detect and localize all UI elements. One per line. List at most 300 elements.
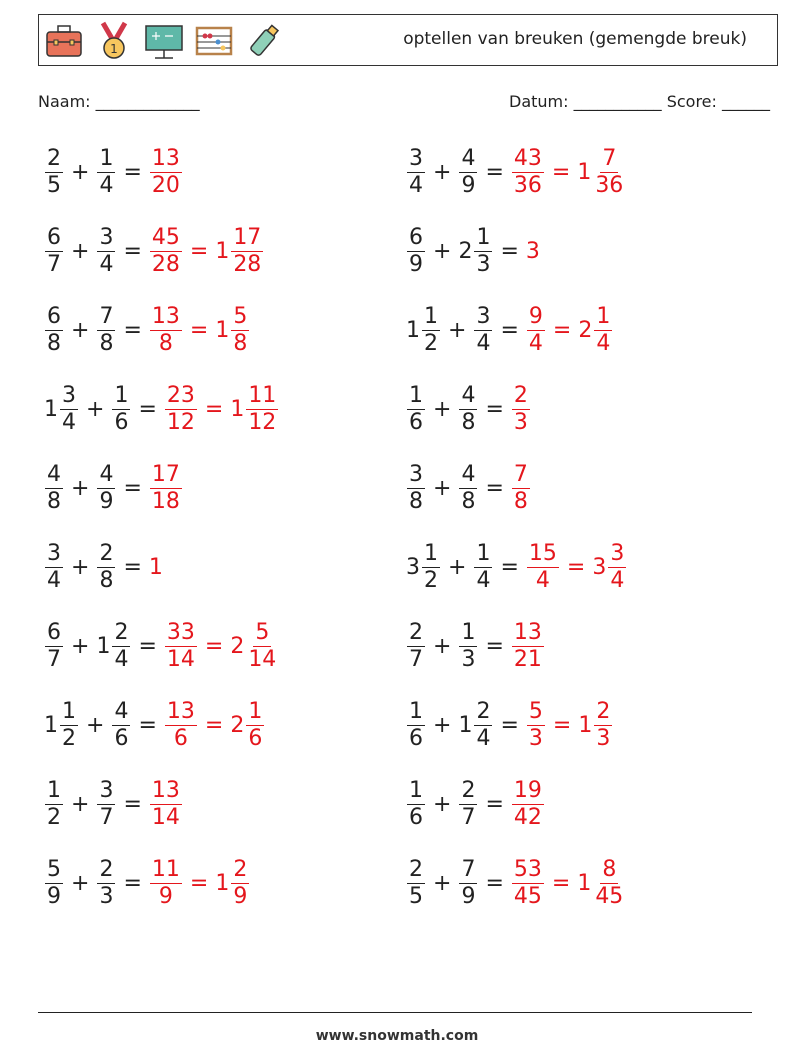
equals-sign: = <box>123 317 142 343</box>
answer-fraction <box>593 856 625 909</box>
answer-fraction <box>512 461 530 514</box>
operand-b-number <box>111 698 131 751</box>
answer-numerator: 9 <box>528 303 543 329</box>
operand-a-numerator: 4 <box>47 461 61 487</box>
answer-denominator: 6 <box>173 725 188 751</box>
operand-b-numerator: 1 <box>99 145 114 171</box>
operator: + <box>71 870 90 896</box>
answer-denominator: 20 <box>151 172 180 198</box>
answer-whole: 3 <box>592 554 607 580</box>
answer-fraction <box>150 856 182 909</box>
answer-numerator: 8 <box>602 856 617 882</box>
answer-fraction <box>527 540 559 593</box>
problem-item <box>406 219 541 283</box>
operand-b-fraction <box>112 619 130 672</box>
answer-equals-sign: = <box>551 870 571 896</box>
operand-a-numerator: 3 <box>62 382 76 408</box>
operand-a-whole: 1 <box>406 317 420 343</box>
operand-b-number <box>458 619 478 672</box>
answer-denominator: 18 <box>151 488 180 514</box>
answer-numerator: 17 <box>233 224 262 250</box>
svg-text:1: 1 <box>110 42 118 56</box>
equals-sign: = <box>138 712 157 738</box>
answer-number <box>149 555 164 580</box>
operand-b-fraction <box>474 224 492 277</box>
operand-a-denominator: 2 <box>424 330 438 356</box>
operand-a-numerator: 3 <box>409 461 423 487</box>
answer <box>149 303 250 356</box>
answer-whole: 2 <box>230 633 245 659</box>
answer-denominator: 12 <box>248 409 277 435</box>
answer-fraction <box>150 461 182 514</box>
answer-denominator: 9 <box>158 883 173 909</box>
equals-sign: = <box>485 870 504 896</box>
answer-whole: 1 <box>230 396 245 422</box>
operand-b-denominator: 3 <box>461 646 476 672</box>
operand-b-denominator: 3 <box>476 251 491 277</box>
answer-number <box>149 303 183 356</box>
operand-b-denominator: 8 <box>99 567 114 593</box>
problem-item <box>44 693 265 757</box>
operand-b-denominator: 9 <box>461 883 476 909</box>
footer-website: www.snowmath.com <box>315 1028 479 1044</box>
answer-equals-sign: = <box>204 712 224 738</box>
operand-a-denominator: 2 <box>62 725 76 751</box>
answer-denominator: 4 <box>610 567 625 593</box>
answer-number <box>511 145 545 198</box>
answer-equals-sign: = <box>566 554 586 580</box>
problem-item <box>406 614 545 678</box>
answer-denominator: 9 <box>233 883 248 909</box>
answer-denominator: 6 <box>248 725 263 751</box>
answer-denominator: 12 <box>166 409 195 435</box>
operand-b-numerator: 1 <box>476 224 491 250</box>
answer-whole: 1 <box>577 159 592 185</box>
operand-b-fraction <box>97 303 115 356</box>
answer-whole: 1 <box>215 870 230 896</box>
operand-a-numerator: 1 <box>424 303 438 329</box>
answer-denominator: 42 <box>513 804 542 830</box>
operand-b-numerator: 7 <box>461 856 476 882</box>
answer-number <box>215 856 250 909</box>
problem-item <box>44 298 250 362</box>
operand-b-fraction <box>474 303 492 356</box>
answer <box>164 382 279 435</box>
name-field: Naam: _____________ <box>38 92 200 111</box>
operand-b-number <box>96 461 116 514</box>
answer-denominator: 21 <box>513 646 542 672</box>
answer-fraction <box>165 698 197 751</box>
operand-a-number <box>406 698 426 751</box>
operand-b-number <box>458 224 493 277</box>
answer-number <box>511 856 545 909</box>
operand-b-denominator: 3 <box>99 883 114 909</box>
answer-numerator: 5 <box>528 698 543 724</box>
operand-a-denominator: 4 <box>409 172 423 198</box>
answer-numerator: 53 <box>513 856 542 882</box>
operand-b-fraction <box>459 461 477 514</box>
operand-a-whole: 3 <box>406 554 420 580</box>
answer <box>526 303 613 356</box>
operand-a-denominator: 2 <box>47 804 61 830</box>
answer-number <box>230 698 265 751</box>
answer-number <box>230 382 279 435</box>
answer-number <box>526 239 541 264</box>
answer <box>149 777 183 830</box>
operand-a-denominator: 8 <box>409 488 423 514</box>
answer-numerator: 13 <box>166 698 195 724</box>
worksheet-title: optellen van breuken (gemengde breuk) <box>403 29 747 49</box>
answer-whole: 1 <box>577 870 592 896</box>
operand-b-denominator: 4 <box>114 646 129 672</box>
answer-fraction <box>246 382 278 435</box>
answer-fraction <box>150 303 182 356</box>
answer-numerator: 7 <box>602 145 617 171</box>
answer-fraction <box>594 698 612 751</box>
operand-b-number <box>458 698 493 751</box>
answer-number <box>230 619 279 672</box>
operand-a-fraction <box>407 461 425 514</box>
operand-a-fraction <box>45 856 63 909</box>
chalkboard-icon <box>143 20 185 62</box>
answer <box>511 619 545 672</box>
operand-b-number <box>96 540 116 593</box>
answer-number <box>215 224 264 277</box>
operand-b-numerator: 4 <box>461 145 476 171</box>
operand-a-number <box>44 303 64 356</box>
operand-b-number <box>458 382 478 435</box>
operand-b-number <box>111 382 131 435</box>
operator: + <box>71 791 90 817</box>
operand-b-number <box>458 856 478 909</box>
operand-a-number <box>44 777 64 830</box>
equals-sign: = <box>123 238 142 264</box>
answer-fraction <box>150 224 182 277</box>
answer-numerator: 5 <box>255 619 270 645</box>
answer-number <box>578 303 613 356</box>
operator: + <box>71 554 90 580</box>
answer-fraction <box>231 224 263 277</box>
operand-a-denominator: 8 <box>47 330 61 356</box>
operand-a-number <box>406 540 441 593</box>
operand-b-numerator: 4 <box>99 461 114 487</box>
answer-fraction <box>231 856 249 909</box>
answer-numerator: 13 <box>151 303 180 329</box>
answer-numerator: 7 <box>513 461 528 487</box>
answer-denominator: 3 <box>596 725 611 751</box>
operand-a-number <box>44 145 64 198</box>
header-box <box>38 14 778 66</box>
operand-a-numerator: 1 <box>409 382 423 408</box>
operand-a-numerator: 1 <box>47 777 61 803</box>
operand-b-denominator: 4 <box>99 172 114 198</box>
operand-b-fraction <box>97 461 115 514</box>
problem-item <box>44 456 183 520</box>
operand-b-numerator: 3 <box>99 224 114 250</box>
operator: + <box>433 159 452 185</box>
answer-number <box>149 145 183 198</box>
operand-a-number <box>44 540 64 593</box>
operand-a-numerator: 6 <box>409 224 423 250</box>
problem-item <box>406 298 613 362</box>
operand-a-fraction <box>45 303 63 356</box>
answer-fraction <box>594 303 612 356</box>
operand-a-fraction <box>45 619 63 672</box>
operand-b-fraction <box>459 777 477 830</box>
operand-b-fraction <box>474 540 492 593</box>
answer <box>511 145 626 198</box>
operand-a-whole: 1 <box>44 396 58 422</box>
operand-b-denominator: 7 <box>461 804 476 830</box>
answer-numerator: 5 <box>233 303 248 329</box>
answer <box>511 461 531 514</box>
answer-fraction <box>150 777 182 830</box>
equals-sign: = <box>485 396 504 422</box>
answer-fraction <box>231 303 249 356</box>
answer-whole: 1 <box>215 317 230 343</box>
operand-a-fraction <box>45 540 63 593</box>
operator: + <box>71 633 90 659</box>
briefcase-icon <box>43 20 85 62</box>
answer-equals-sign: = <box>551 159 571 185</box>
problem-item <box>44 219 264 283</box>
answer-fraction <box>512 856 544 909</box>
answer-number <box>215 303 250 356</box>
operand-b-fraction <box>97 224 115 277</box>
equals-sign: = <box>123 159 142 185</box>
operand-a-denominator: 7 <box>409 646 423 672</box>
answer-number <box>577 145 626 198</box>
operator: + <box>433 712 452 738</box>
answer-fraction <box>165 382 197 435</box>
answer-fraction <box>165 619 197 672</box>
medal-icon <box>93 20 135 62</box>
answer-numerator: 11 <box>248 382 277 408</box>
operator: + <box>433 633 452 659</box>
answer-denominator: 45 <box>595 883 624 909</box>
problem-item <box>44 377 279 441</box>
answer-numerator: 11 <box>151 856 180 882</box>
operand-a-numerator: 1 <box>424 540 438 566</box>
operand-a-number <box>406 224 426 277</box>
answer-equals-sign: = <box>204 633 224 659</box>
operator: + <box>448 317 467 343</box>
operand-a-number <box>406 777 426 830</box>
operand-a-denominator: 5 <box>409 883 423 909</box>
operand-a-number <box>44 619 64 672</box>
answer-number <box>577 856 626 909</box>
answer-number <box>526 303 546 356</box>
equals-sign: = <box>123 870 142 896</box>
answer-number <box>511 461 531 514</box>
equals-sign: = <box>138 396 157 422</box>
equals-sign: = <box>485 633 504 659</box>
answer-number <box>149 461 183 514</box>
problem-item <box>406 377 531 441</box>
operand-a-numerator: 3 <box>409 145 423 171</box>
answer-denominator: 4 <box>596 330 611 356</box>
equals-sign: = <box>485 791 504 817</box>
answer-fraction <box>512 382 530 435</box>
operand-b-whole: 1 <box>96 633 111 659</box>
operand-a-denominator: 6 <box>409 804 423 830</box>
answer-whole: 2 <box>230 712 245 738</box>
operand-b-numerator: 3 <box>99 777 114 803</box>
answer-numerator: 2 <box>513 382 528 408</box>
operand-b-denominator: 7 <box>99 804 114 830</box>
operand-a-number <box>44 698 79 751</box>
answer-equals-sign: = <box>189 238 209 264</box>
answer <box>526 239 541 264</box>
operand-b-number <box>458 777 478 830</box>
operand-a-number <box>406 619 426 672</box>
operand-b-fraction <box>97 540 115 593</box>
answer <box>526 540 627 593</box>
answer-denominator: 14 <box>166 646 195 672</box>
answer-numerator: 1 <box>596 303 611 329</box>
answer-fraction <box>512 619 544 672</box>
header-icons <box>43 19 285 63</box>
answer-equals-sign: = <box>189 317 209 343</box>
operand-a-fraction <box>407 382 425 435</box>
operator: + <box>71 475 90 501</box>
answer-fraction <box>150 145 182 198</box>
operand-a-fraction <box>45 461 63 514</box>
footer-divider <box>38 1012 752 1013</box>
operand-a-numerator: 2 <box>409 619 423 645</box>
answer-number <box>149 856 183 909</box>
operand-a-numerator: 1 <box>409 777 423 803</box>
answer-number <box>149 777 183 830</box>
operand-a-denominator: 2 <box>424 567 438 593</box>
operand-a-numerator: 2 <box>409 856 423 882</box>
operator: + <box>433 238 452 264</box>
answer-fraction <box>608 540 626 593</box>
operand-b-number <box>458 461 478 514</box>
operand-a-number <box>406 856 426 909</box>
answer-whole: 1 <box>578 712 593 738</box>
problem-item <box>44 614 279 678</box>
answer-fraction <box>246 698 264 751</box>
answer-numerator: 2 <box>233 856 248 882</box>
answer-equals-sign: = <box>204 396 224 422</box>
answer-denominator: 45 <box>513 883 542 909</box>
answer <box>149 145 183 198</box>
answer-number <box>511 382 531 435</box>
operand-a-denominator: 9 <box>409 251 423 277</box>
answer-denominator: 36 <box>513 172 542 198</box>
operand-a-denominator: 4 <box>47 567 61 593</box>
operand-b-denominator: 4 <box>476 725 491 751</box>
operand-a-denominator: 5 <box>47 172 61 198</box>
answer-fraction <box>512 777 544 830</box>
operand-b-numerator: 1 <box>114 382 129 408</box>
problem-item <box>406 140 626 204</box>
operator: + <box>433 791 452 817</box>
answer <box>149 555 164 580</box>
answer-denominator: 36 <box>595 172 624 198</box>
problem-item <box>406 851 626 915</box>
equals-sign: = <box>500 712 519 738</box>
operand-a-denominator: 9 <box>47 883 61 909</box>
answer-number <box>526 540 560 593</box>
answer-numerator: 15 <box>528 540 557 566</box>
operand-b-numerator: 3 <box>476 303 491 329</box>
operand-a-fraction <box>407 224 425 277</box>
operator: + <box>433 870 452 896</box>
operand-b-number <box>473 540 493 593</box>
operand-b-number <box>96 619 131 672</box>
operand-b-numerator: 2 <box>99 540 114 566</box>
operand-b-whole: 1 <box>458 712 473 738</box>
operand-a-numerator: 1 <box>409 698 423 724</box>
date-score-field: Datum: ___________ Score: ______ <box>509 92 770 111</box>
operand-b-numerator: 4 <box>461 461 476 487</box>
operand-a-fraction <box>407 619 425 672</box>
operand-b-number <box>96 303 116 356</box>
operand-b-fraction <box>112 698 130 751</box>
problem-item <box>406 693 613 757</box>
operator: + <box>448 554 467 580</box>
operand-a-whole: 1 <box>44 712 58 738</box>
operand-a-number <box>406 145 426 198</box>
operand-a-denominator: 8 <box>47 488 61 514</box>
answer-denominator: 8 <box>513 488 528 514</box>
answer-fraction <box>527 698 545 751</box>
answer-numerator: 1 <box>248 698 263 724</box>
operand-a-fraction <box>407 856 425 909</box>
operand-a-numerator: 5 <box>47 856 61 882</box>
answer-numerator: 13 <box>151 145 180 171</box>
operand-b-fraction <box>97 777 115 830</box>
operator: + <box>71 238 90 264</box>
operand-a-numerator: 3 <box>47 540 61 566</box>
answer-numerator: 17 <box>151 461 180 487</box>
answer-number <box>149 224 183 277</box>
operand-b-number <box>458 145 478 198</box>
answer-denominator: 4 <box>528 330 543 356</box>
answer-denominator: 8 <box>158 330 173 356</box>
operand-b-whole: 2 <box>458 238 473 264</box>
abacus-icon <box>193 20 235 62</box>
operand-a-denominator: 6 <box>409 409 423 435</box>
operand-b-denominator: 9 <box>461 172 476 198</box>
operator: + <box>71 317 90 343</box>
answer-denominator: 14 <box>248 646 277 672</box>
operator: + <box>86 712 105 738</box>
problem-item <box>44 140 183 204</box>
operand-a-fraction <box>422 303 440 356</box>
operand-a-numerator: 1 <box>62 698 76 724</box>
operand-b-denominator: 4 <box>99 251 114 277</box>
operand-b-numerator: 2 <box>114 619 129 645</box>
answer-number <box>164 382 198 435</box>
answer-denominator: 8 <box>233 330 248 356</box>
operand-a-fraction <box>45 224 63 277</box>
answer <box>511 777 545 830</box>
answer-equals-sign: = <box>552 317 572 343</box>
problem-item <box>44 535 164 599</box>
answer-equals-sign: = <box>552 712 572 738</box>
operand-b-denominator: 8 <box>99 330 114 356</box>
operand-b-number <box>96 145 116 198</box>
answer-number <box>511 619 545 672</box>
answer-number <box>526 698 546 751</box>
answer-denominator: 3 <box>513 409 528 435</box>
operand-b-denominator: 4 <box>476 567 491 593</box>
answer <box>164 619 279 672</box>
answer-denominator: 28 <box>233 251 262 277</box>
